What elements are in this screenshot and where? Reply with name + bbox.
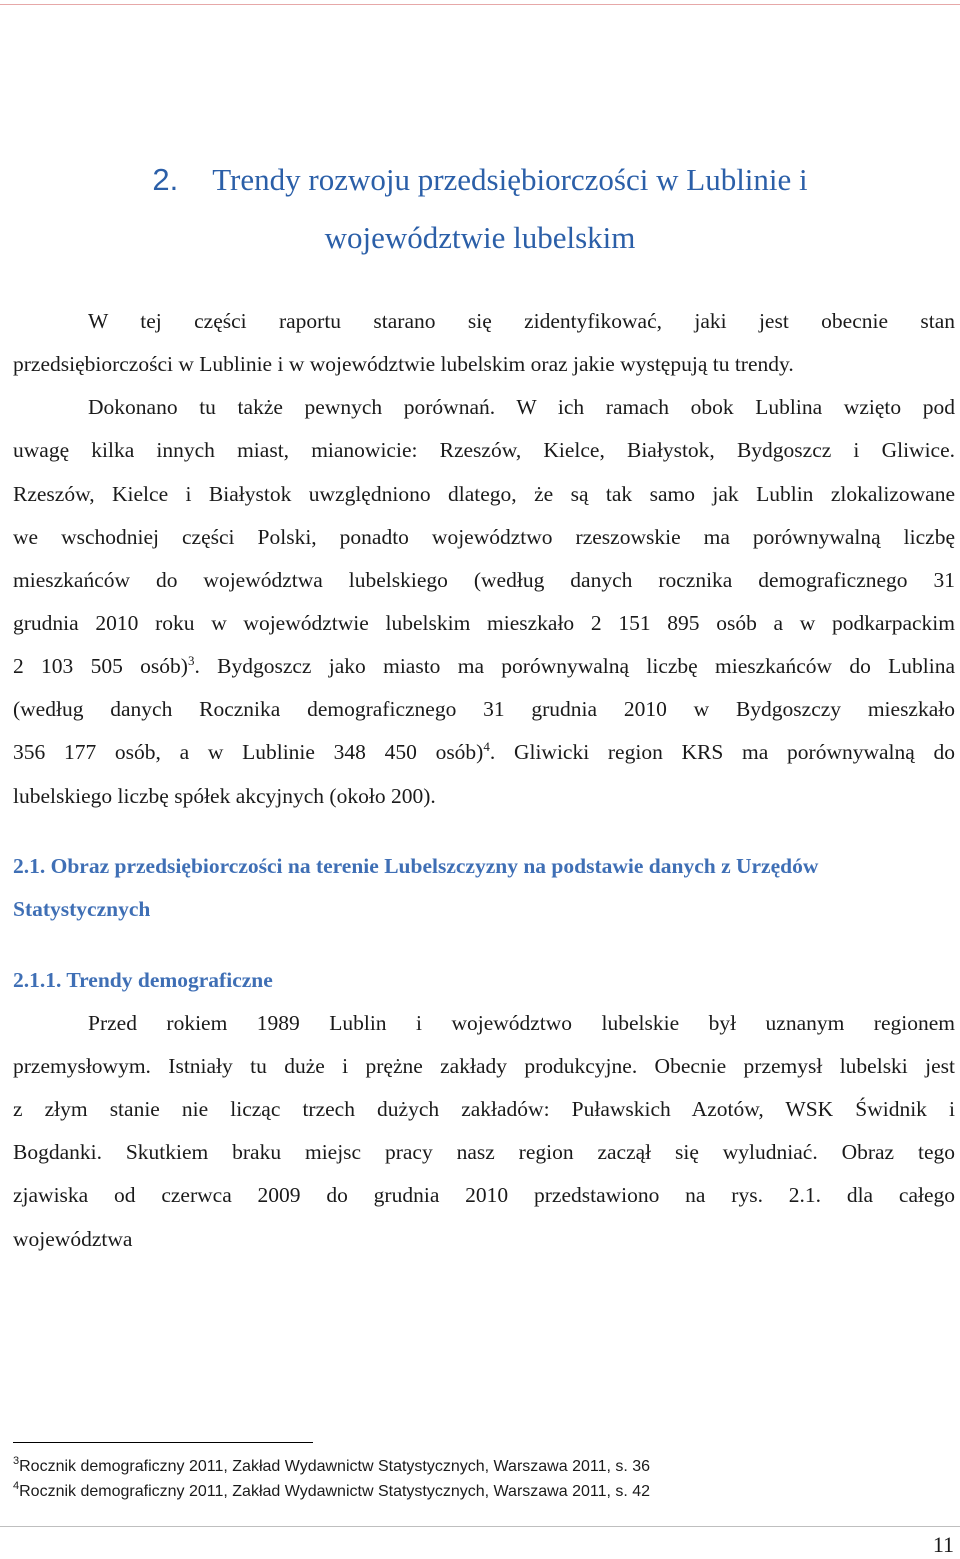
section-heading-2-1-1 xyxy=(13,966,273,994)
section-title: Obraz przedsiębiorczości na terenie Lubelszczyzny na podstawie danych z Urzędów xyxy=(50,854,819,878)
footnote-number: 3 xyxy=(13,1455,20,1467)
paragraph-line: Rzeszów, Kielce i Białystok uwzględniono dlatego, że są tak samo jak Lublin zlokalizowane xyxy=(13,482,955,506)
section-number: 2.1.1. xyxy=(13,968,62,992)
page-number: 11 xyxy=(932,1532,954,1557)
paragraph-line: Bogdanki. Skutkiem braku miejsc pracy nasz region zaczął się wyludniać. Obraz tego xyxy=(13,1140,955,1164)
section-heading-2-1 xyxy=(13,852,818,880)
section-number: 2.1. xyxy=(13,854,46,878)
footnote-text: Rocznik demograficzny 2011, Zakład Wydawnictw Statystycznych, Warszawa 2011, s. 42 xyxy=(19,1483,651,1500)
chapter-heading xyxy=(0,160,960,200)
paragraph-line: województwa xyxy=(13,1227,133,1251)
paragraph-line: W tej części raportu starano się zidentyfikować, jaki jest obecnie stan xyxy=(88,309,955,333)
footnote-ref-3: 3 xyxy=(187,653,195,668)
paragraph-line xyxy=(13,738,955,766)
text-segment: . Gliwicki region KRS ma porównywalną do xyxy=(489,740,956,764)
chapter-title-line1: Trendy rozwoju przedsiębiorczości w Lublinie i xyxy=(212,162,808,197)
paragraph-line: przemysłowym. Istniały tu duże i prężne zakłady produkcyjne. Obecnie przemysł lubelski jest xyxy=(13,1054,955,1078)
footnote-separator xyxy=(13,1442,313,1443)
paragraph-line: Przed rokiem 1989 Lublin i województwo lubelskie był uznanym regionem xyxy=(88,1011,955,1035)
paragraph-line: we wschodniej części Polski, ponadto województwo rzeszowskie ma porównywalną liczbę xyxy=(13,525,955,549)
text-segment: . Bydgoszcz jako miasto ma porównywalną liczbę mieszkańców do Lublina xyxy=(194,654,955,678)
paragraph-line: przedsiębiorczości w Lublinie i w województwie lubelskim oraz jakie występują tu trendy. xyxy=(13,352,794,376)
paragraph-line: zjawiska od czerwca 2009 do grudnia 2010 przedstawiono na rys. 2.1. dla całego xyxy=(13,1183,955,1207)
paragraph-line: grudnia 2010 roku w województwie lubelskim mieszkało 2 151 895 osób a w podkarpackim xyxy=(13,611,955,635)
section-title: Trendy demograficzne xyxy=(66,968,273,992)
footnote-4 xyxy=(13,1481,650,1503)
text-segment: 2 103 505 osób) xyxy=(13,654,188,678)
section-title-line2: Statystycznych xyxy=(13,897,151,921)
paragraph-line xyxy=(13,652,955,680)
footer-rule xyxy=(0,1526,960,1527)
chapter-title-line2: województwie lubelskim xyxy=(324,220,636,255)
paragraph-line: Dokonano tu także pewnych porównań. W ich ramach obok Lublina wzięto pod xyxy=(88,395,955,419)
paragraph-line: lubelskiego liczbę spółek akcyjnych (około 200). xyxy=(13,784,436,808)
paragraph-line: (według danych Rocznika demograficznego 31 grudnia 2010 w Bydgoszczy mieszkało xyxy=(13,697,955,721)
footnote-number: 4 xyxy=(13,1480,20,1492)
paragraph-line: mieszkańców do województwa lubelskiego (według danych rocznika demograficznego 31 xyxy=(13,568,955,592)
chapter-number: 2. xyxy=(152,162,179,197)
top-rule xyxy=(0,4,960,5)
footnote-text: Rocznik demograficzny 2011, Zakład Wydawnictw Statystycznych, Warszawa 2011, s. 36 xyxy=(19,1458,651,1475)
paragraph-line: z złym stanie nie licząc trzech dużych zakładów: Puławskich Azotów, WSK Świdnik i xyxy=(13,1097,955,1121)
footnote-ref-4: 4 xyxy=(483,739,490,754)
paragraph-line: uwagę kilka innych miast, mianowicie: Rzeszów, Kielce, Białystok, Bydgoszcz i Gliwice. xyxy=(13,438,955,462)
text-segment: 356 177 osób, a w Lublinie 348 450 osób) xyxy=(13,740,484,764)
footnote-3 xyxy=(13,1456,650,1478)
